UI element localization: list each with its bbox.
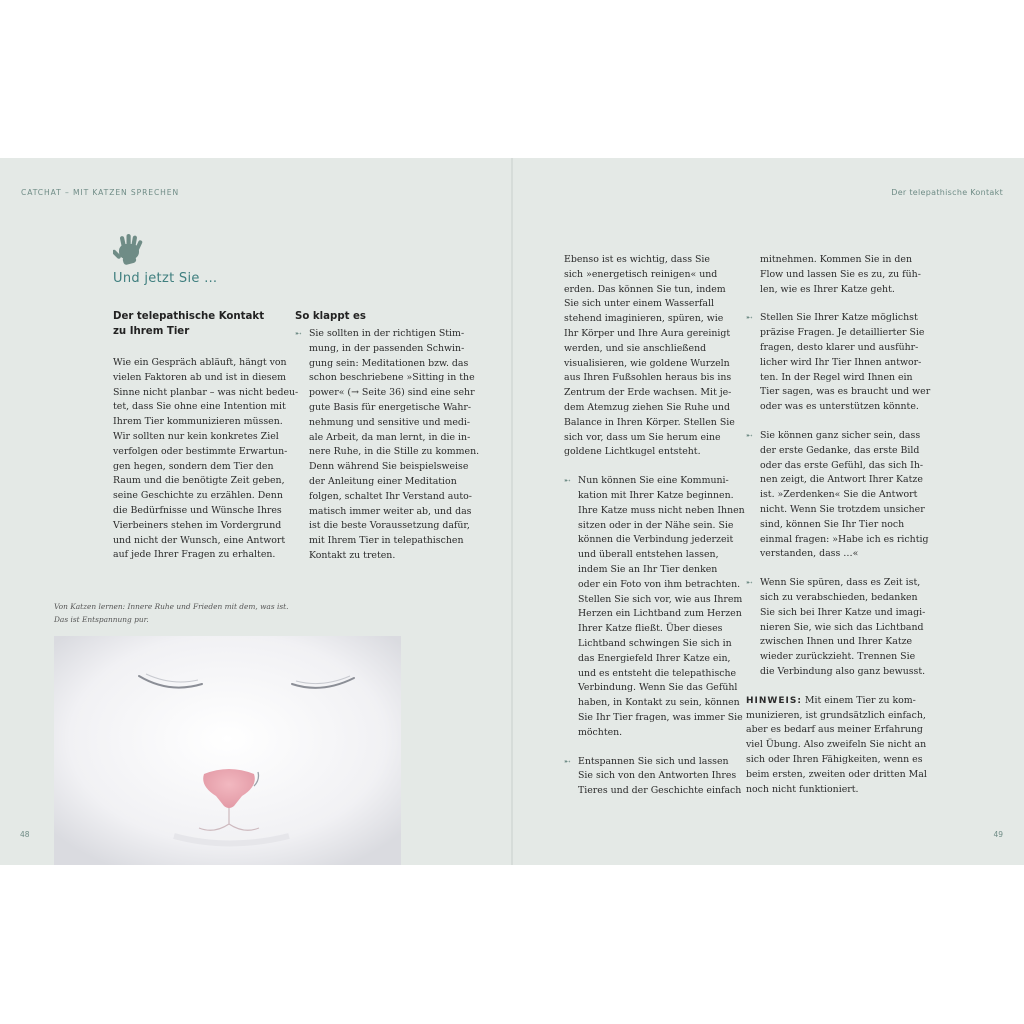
- text-line: sich zu verabschieden, bedanken: [760, 591, 918, 603]
- text-line: die Bedürfnisse und Wünsche Ihres: [113, 504, 282, 516]
- text-line: Tieres und der Geschichte einfach: [578, 785, 742, 797]
- arrow-icon: ➸: [746, 578, 753, 588]
- text-line: verstanden, dass …«: [760, 548, 859, 560]
- text-line: erden. Das können Sie tun, indem: [564, 283, 726, 295]
- text-line: Raum und die benötigte Zeit geben,: [113, 475, 285, 487]
- text-line: power« (→ Seite 36) sind eine sehr: [309, 387, 475, 399]
- text-line: Balance in Ihren Körper. Stellen Sie: [564, 416, 735, 428]
- text-line: Vierbeiners stehen im Vordergrund: [113, 519, 282, 531]
- arrow-icon: ➸: [564, 756, 571, 766]
- text-line: möchten.: [578, 726, 623, 738]
- text-line: Kontakt zu treten.: [309, 549, 396, 561]
- arrow-icon: ➸: [746, 430, 753, 440]
- text-line: auf jede Ihrer Fragen zu erhalten.: [113, 549, 276, 561]
- middle-column: [295, 309, 480, 578]
- book-spread: [0, 158, 1024, 865]
- text-line: verfolgen oder bestimmte Erwartun-: [113, 445, 288, 457]
- text-line: Sie sich unter einem Wasserfall: [564, 298, 714, 310]
- text-line: dem Atemzug ziehen Sie Ruhe und: [564, 401, 730, 413]
- arrow-icon: ➸: [746, 313, 753, 323]
- text-line: Sie können ganz sicher sein, dass: [760, 429, 921, 441]
- page-number-left: 48: [20, 830, 30, 839]
- text-line: aus Ihren Fußsohlen heraus bis ins: [564, 372, 732, 384]
- text-line: nen zeigt, die Antwort Ihrer Katze: [760, 474, 923, 486]
- right-column-2: [746, 253, 931, 797]
- text-line: stehend imaginieren, spüren, wie: [564, 313, 724, 325]
- text-line: oder ein Foto von ihm betrachten.: [578, 578, 741, 590]
- text-line: mung, in der passenden Schwin-: [309, 342, 465, 354]
- text-line: vielen Faktoren ab und ist in diesem: [113, 371, 287, 383]
- text-line: mitnehmen. Kommen Sie in den: [760, 254, 913, 265]
- text-line: mit Ihrem Tier in telepathischen: [309, 535, 464, 547]
- bullet-item: [746, 311, 931, 415]
- text-line: ale Arbeit, da man lernt, in die in-: [309, 431, 471, 443]
- text-line: indem Sie an Ihr Tier denken: [578, 563, 718, 575]
- text-line: Ihrer Katze fließt. Über dieses: [578, 623, 723, 635]
- cat-face-image: [54, 636, 401, 865]
- running-head-right: Der telepathische Kontakt: [891, 188, 1003, 197]
- text-line: die Verbindung also ganz bewusst.: [760, 665, 926, 677]
- text-line: Entspannen Sie sich und lassen: [578, 755, 729, 767]
- cat-photo: [54, 636, 401, 865]
- text-line: und es entsteht die telepathische: [578, 667, 737, 679]
- text-line: matisch immer weiter ab, und das: [309, 505, 472, 517]
- text-line: len, wie es Ihrer Katze geht.: [760, 283, 895, 295]
- text-line: noch nicht funktioniert.: [746, 783, 859, 795]
- text-line: nehmung und sensitive und medi-: [309, 416, 471, 428]
- continued-text: [746, 253, 921, 297]
- text-line: schon beschriebene »Sitting in the: [309, 372, 475, 384]
- right-page: [513, 158, 1024, 865]
- text-line: der Anleitung einer Meditation: [309, 475, 457, 487]
- text-line: und überall entstehen lassen,: [578, 549, 719, 561]
- text-line: folgen, schaltet Ihr Verstand auto-: [309, 490, 472, 502]
- photo-caption: Von Katzen lernen: Innere Ruhe und Frieden mit dem, was ist. Das ist Entspannung pur.: [54, 602, 289, 624]
- section-title: Und jetzt Sie …: [113, 271, 218, 286]
- text-line: Herzen ein Lichtband zum Herzen: [578, 608, 742, 620]
- text-line: licher wird Ihr Tier Ihnen antwor-: [760, 356, 922, 368]
- text-line: sich vor, dass um Sie herum eine: [564, 431, 721, 443]
- bullet-item: [746, 576, 926, 680]
- text-line: Sie Ihr Tier fragen, was immer Sie: [578, 711, 743, 723]
- text-line: Stellen Sie Ihrer Katze möglichst: [760, 312, 918, 324]
- bullet-item: [295, 327, 480, 564]
- arrow-icon: ➸: [295, 329, 302, 338]
- bullet-item: [564, 474, 745, 740]
- bullet-item: [746, 429, 929, 562]
- right-intro-text: [564, 253, 734, 460]
- text-line: präzise Fragen. Je detaillierter Sie: [760, 327, 925, 339]
- text-line: ist. »Zerdenken« Sie die Antwort: [760, 489, 918, 501]
- text-line: Ebenso ist es wichtig, dass Sie: [564, 254, 710, 265]
- text-line: Sie sich bei Ihrer Katze und imagi-: [760, 606, 926, 618]
- text-line: tet, dass Sie ohne eine Intention mit: [113, 401, 286, 413]
- page-number-right: 49: [993, 830, 1003, 839]
- text-line: seine Geschichte zu erzählen. Denn: [113, 490, 283, 502]
- text-line: gute Basis für energetische Wahr-: [309, 401, 472, 413]
- left-column: [113, 309, 299, 563]
- text-line: sitzen oder in der Nähe sein. Sie: [578, 519, 734, 531]
- text-line: fragen, desto klarer und ausführ-: [760, 341, 919, 353]
- text-line: der erste Gedanke, das erste Bild: [760, 444, 920, 456]
- text-line: visualisieren, wie goldene Wurzeln: [564, 357, 730, 369]
- hand-icon: [113, 234, 147, 266]
- text-line: ist die beste Voraussetzung dafür,: [309, 520, 470, 532]
- text-line: Lichtband schwingen Sie sich in: [578, 637, 732, 649]
- text-line: sich »energetisch reinigen« und: [564, 268, 718, 280]
- text-line: oder das erste Gefühl, das sich Ih-: [760, 459, 924, 471]
- text-line: gen hegen, sondern dem Tier den: [113, 460, 274, 472]
- text-line: viel Übung. Also zweifeln Sie nicht an: [746, 739, 927, 751]
- text-line: munizieren, ist grundsätzlich einfach,: [746, 709, 926, 721]
- text-line: zwischen Ihnen und Ihrer Katze: [760, 636, 913, 648]
- text-line: Ihre Katze muss nicht neben Ihnen: [578, 504, 745, 516]
- text-line: kation mit Ihrer Katze beginnen.: [578, 489, 734, 501]
- text-line: ten. In der Regel wird Ihnen ein: [760, 371, 913, 383]
- text-line: das Energiefeld Ihrer Katze ein,: [578, 652, 731, 664]
- text-line: sich oder Ihren Fähigkeiten, wenn es: [746, 753, 923, 765]
- text-line: Sie sich von den Antworten Ihres: [578, 770, 737, 782]
- text-line: beim ersten, zweiten oder dritten Mal: [746, 768, 927, 780]
- text-line: Ihr Körper und Ihre Aura gereinigt: [564, 327, 731, 339]
- text-line: Sie sollten in der richtigen Stim-: [309, 328, 465, 339]
- running-head-left: CATCHAT – MIT KATZEN SPRECHEN: [21, 188, 180, 197]
- text-line: einmal fragen: »Habe ich es richtig: [760, 533, 929, 545]
- text-line: Tier sagen, was es braucht und wer: [760, 386, 931, 398]
- arrow-icon: ➸: [564, 476, 571, 486]
- text-line: goldene Lichtkugel entsteht.: [564, 446, 701, 458]
- text-line: Verbindung. Wenn Sie das Gefühl: [578, 682, 738, 694]
- text-line: Stellen Sie sich vor, wie aus Ihrem: [578, 593, 743, 605]
- text-line: Wenn Sie spüren, dass es Zeit ist,: [760, 577, 921, 589]
- text-line: Flow und lassen Sie es zu, zu füh-: [760, 268, 921, 280]
- hinweis-note: HINWEIS: Mit einem Tier zu kom- munizieren, ist grundsätzlich einfach, aber es bedarf aus meiner Erfahrung viel Übung. Also zweifeln Sie nicht an sich oder Ihren Fähigkeiten, wenn es beim ersten, zweiten oder dritten Mal noch nicht funktioniert.: [746, 694, 916, 798]
- middle-subhead: So klappt es: [295, 311, 366, 322]
- text-line: Ihrem Tier kommunizieren müssen.: [113, 416, 283, 428]
- bullet-item: [564, 755, 742, 799]
- text-line: sind, können Sie Ihr Tier noch: [760, 518, 905, 530]
- text-line: wieder zurückzieht. Trennen Sie: [760, 651, 916, 663]
- left-subhead: Der telepathische Kontakt zu Ihrem Tier: [113, 311, 265, 337]
- text-line: Sinne nicht planbar – was nicht bedeu-: [113, 386, 299, 398]
- text-line: Wir sollten nur kein konkretes Ziel: [113, 430, 279, 442]
- text-line: haben, in Kontakt zu sein, können: [578, 697, 740, 709]
- text-line: nieren Sie, wie sich das Lichtband: [760, 621, 924, 633]
- text-line: oder was es unterstützen könnte.: [760, 401, 919, 413]
- text-line: Wie ein Gespräch abläuft, hängt von: [113, 357, 287, 368]
- left-page: [0, 158, 511, 865]
- text-line: nere Ruhe, in die Stille zu kommen.: [309, 446, 480, 458]
- text-line: Zentrum der Erde wachsen. Mit je-: [564, 387, 732, 399]
- text-line: Nun können Sie eine Kommuni-: [578, 475, 729, 487]
- text-line: Denn während Sie beispielsweise: [309, 461, 469, 473]
- text-line: können die Verbindung jederzeit: [578, 534, 734, 546]
- left-body-text: [113, 356, 299, 563]
- right-column-1: [564, 253, 745, 813]
- text-line: aber es bedarf aus meiner Erfahrung: [746, 724, 923, 736]
- text-line: nicht. Wenn Sie trotzdem unsicher: [760, 503, 925, 515]
- text-line: gung sein: Meditationen bzw. das: [309, 357, 469, 369]
- text-line: werden, und sie anschließend: [564, 342, 707, 354]
- text-line: und nicht der Wunsch, eine Antwort: [113, 534, 286, 546]
- hinweis-label: HINWEIS:: [746, 695, 802, 706]
